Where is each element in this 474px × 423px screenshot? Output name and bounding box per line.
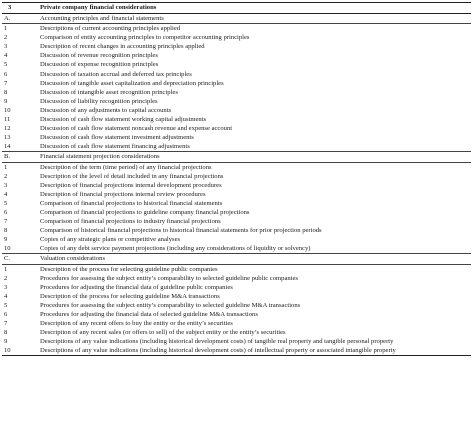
item-text: Comparison of financial projections to guideline company financial projections (40, 208, 250, 216)
item-text: Description of recent changes in accounting principles applied (40, 43, 205, 51)
table-row (2, 79, 471, 88)
item-number: 2 (4, 274, 8, 282)
item-text: Discussion of cash flow statement working capital adjustments (40, 116, 207, 124)
item-text: Descriptions of any value indications (including historical development costs) of tangible real property and tangible personal property (40, 338, 394, 346)
item-number: 8 (4, 88, 8, 96)
table-row (2, 60, 471, 69)
item-text: Descriptions of current accounting principles applied (40, 25, 181, 33)
table-row (2, 24, 471, 34)
item-text: Comparison of financial projections to historical financial statements (40, 199, 223, 207)
section-header-row (2, 254, 471, 264)
item-number: 8 (4, 227, 8, 235)
table-row (2, 162, 471, 172)
item-number: 5 (4, 61, 8, 69)
section-letter: A. (2, 14, 38, 24)
item-text: Description of the process for selecting guideline public companies (40, 265, 218, 273)
table-row (2, 274, 471, 283)
item-number: 9 (4, 236, 8, 244)
table-row (2, 208, 471, 217)
item-text: Descriptions of any value indications (including historical development costs) of intellectual property or associated intangible property (38, 346, 471, 356)
item-text: Procedures for assessing the subject entity’s comparability to selected guideline public companies (40, 274, 299, 282)
section-title: Financial statement projection considerations (38, 152, 471, 162)
item-number: 1 (4, 25, 8, 33)
section-title: Accounting principles and financial statements (38, 14, 471, 24)
item-text: Description of the process for selecting guideline M&A transactions (40, 292, 220, 300)
table-row (2, 310, 471, 319)
table-row (2, 124, 471, 133)
item-text: Discussion of liability recognition principles (40, 97, 158, 105)
table-row (2, 106, 471, 115)
table-row (2, 70, 471, 79)
item-text: Discussion of any adjustments to capital accounts (40, 106, 172, 114)
item-number: 1 (4, 265, 8, 273)
item-text: Description of the level of detail included in any financial projections (40, 172, 224, 180)
item-text: Comparison of financial projections to industry financial projections (40, 218, 221, 226)
item-text: Description of financial projections internal review procedures (40, 190, 206, 198)
item-number: 10 (4, 245, 11, 253)
item-number: 8 (4, 329, 8, 337)
table-row (2, 42, 471, 51)
table-row (2, 244, 471, 254)
table-row (2, 337, 471, 346)
item-text: Procedures for adjusting the financial data of selected guideline M&A transactions (40, 311, 258, 318)
item-number: 7 (4, 79, 8, 87)
item-text: Discussion of intangible asset recognition principles (40, 88, 178, 96)
table-row (2, 346, 471, 356)
table-title-row (2, 3, 471, 14)
table-row (2, 328, 471, 337)
item-number: 3 (4, 181, 8, 189)
item-text: Comparison of entity accounting principles to competitor accounting principles (40, 34, 250, 42)
item-text: Discussion of cash flow statement financing adjustments (40, 143, 190, 151)
table-row (2, 217, 471, 226)
section-header-row (2, 14, 471, 24)
item-text: Discussion of cash flow statement noncash revenue and expense account (40, 125, 233, 133)
item-number: 5 (4, 199, 8, 207)
table-title: Private company financial considerations (38, 3, 471, 14)
item-number: 11 (4, 116, 11, 124)
item-number: 6 (4, 311, 8, 318)
table-row (2, 51, 471, 60)
item-number: 9 (4, 97, 8, 105)
item-number: 10 (2, 346, 38, 356)
item-text: Description of the term (time period) of any financial projections (40, 163, 212, 171)
item-number: 4 (4, 52, 8, 60)
table-row (2, 97, 471, 106)
section-letter: B. (2, 152, 38, 162)
table-row (2, 88, 471, 97)
item-text: Discussion of cash flow statement investment adjustments (40, 134, 194, 142)
table-row (2, 226, 471, 235)
table-row (2, 115, 471, 124)
item-text: Procedures for assessing the subject entity’s comparability to selected guideline M&A transactions (40, 301, 301, 309)
item-number: 4 (4, 190, 8, 198)
item-number: 2 (4, 172, 8, 180)
considerations-table (2, 2, 471, 356)
item-text: Discussion of tangible asset capitalization and depreciation principles (40, 79, 224, 87)
item-number: 5 (4, 301, 8, 309)
item-number: 3 (4, 283, 8, 291)
item-text: Comparison of historical financial projections to historical financial statements for prior projection periods (40, 227, 322, 235)
table-row (2, 264, 471, 274)
item-text: Description of any recent offers to buy the entity or the entity’s securities (40, 320, 233, 328)
table-row (2, 199, 471, 208)
item-number: 1 (4, 163, 8, 171)
item-number: 6 (4, 208, 8, 216)
table-row (2, 133, 471, 142)
item-text: Copies of any strategic plans or competitive analyses (40, 236, 181, 244)
table-row (2, 181, 471, 190)
item-number: 7 (4, 320, 8, 328)
table-row (2, 33, 471, 42)
item-number: 12 (4, 125, 11, 133)
section-title: Valuation considerations (38, 254, 471, 264)
item-text: Procedures for adjusting the financial data of guideline public companies (40, 283, 233, 291)
item-text: Description of any recent sales (or offers to sell) of the subject entity or the entity’s securities (40, 329, 286, 337)
item-number: 13 (4, 134, 11, 142)
item-number: 3 (4, 43, 8, 51)
item-number: 4 (4, 292, 8, 300)
item-text: Discussion of revenue recognition principles (40, 52, 158, 60)
table-row (2, 301, 471, 310)
item-number: 9 (4, 338, 8, 346)
table-row (2, 190, 471, 199)
title-number: 3 (2, 3, 38, 14)
item-number: 2 (4, 34, 8, 42)
table-row (2, 319, 471, 328)
item-number: 10 (4, 106, 11, 114)
item-number: 7 (4, 218, 8, 226)
table-row (2, 142, 471, 152)
item-text: Discussion of taxation accrual and deferred tax principles (40, 70, 192, 78)
table-row (2, 283, 471, 292)
table-body (2, 3, 471, 356)
item-text: Discussion of expense recognition principles (40, 61, 159, 69)
item-text: Copies of any debt service payment projections (including any considerations of liquidity or solvency) (40, 245, 311, 253)
table-row (2, 292, 471, 301)
section-letter: C. (2, 254, 38, 264)
table-row (2, 235, 471, 244)
item-number: 6 (4, 70, 8, 78)
item-text: Description of financial projections internal development procedures (40, 181, 222, 189)
section-header-row (2, 152, 471, 162)
table-row (2, 172, 471, 181)
item-number: 14 (4, 143, 11, 151)
